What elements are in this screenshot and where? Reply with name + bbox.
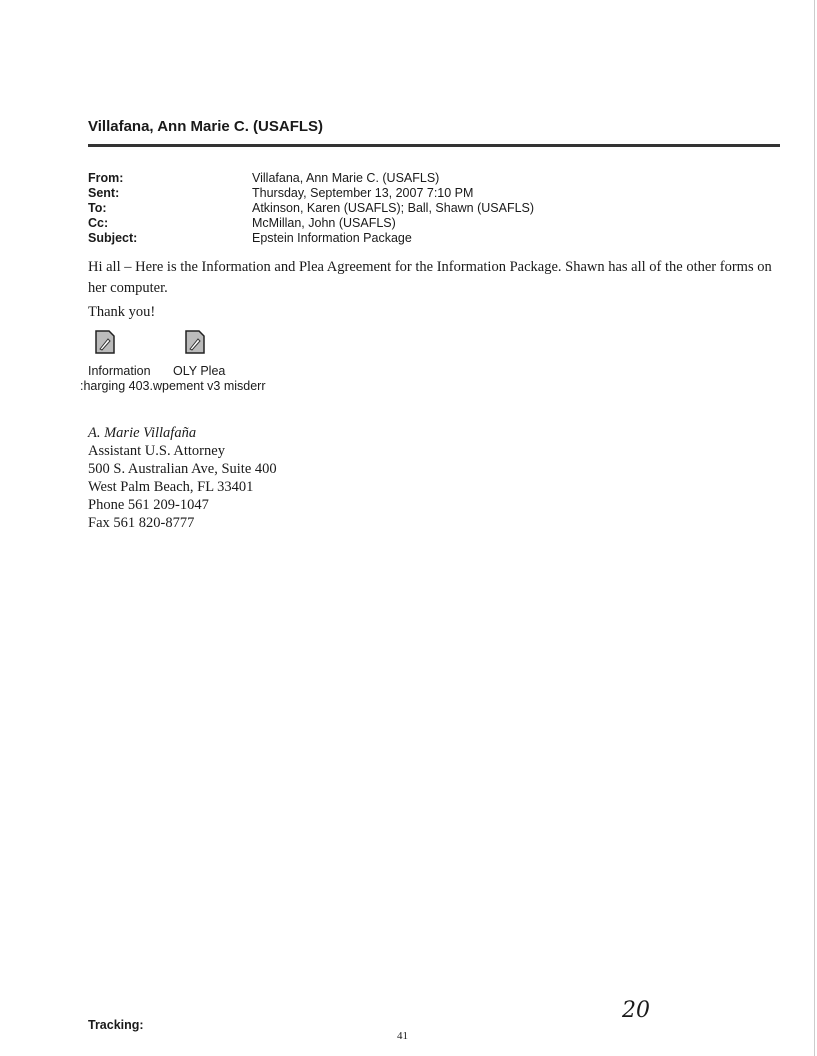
signature-phone: Phone 561 209-1047 [88,497,209,513]
attachment-label: Information [88,364,151,378]
scan-edge [814,0,815,1056]
document-page: Villafana, Ann Marie C. (USAFLS) From: Villafana, Ann Marie C. (USAFLS) Sent: Thursday, September 13, 2007 7:10 PM To: Atkinson, Karen (USAFLS); Ball, Shawn (USAFLS) Cc: McMillan, John (USAFLS) Subject: Epstein Information Package Hi all – Here is the Information and Plea Agreement for the Information Package. Shawn has all of the other forms on her computer. Thank you! Information OLY Plea :harging 403.wpement v3 misderr A. Marie Villafaña Assistant U.S. Attorney 500 S. Australian Ave, Suite 400 West Palm Beach, FL 33401 Phone 561 209-1047 Fax 561 820-8777 20 Tracking: 41 [0,0,817,1056]
page-number: 41 [397,1030,408,1042]
attachment-information[interactable] [60,330,150,359]
title-divider [88,144,780,147]
document-icon [95,330,115,354]
tracking-label: Tracking: [88,1018,144,1032]
handwritten-number: 20 [622,998,650,1023]
attachment-label: OLY Plea [173,364,226,378]
attachment-plea[interactable] [150,330,240,359]
signature-role: Assistant U.S. Attorney [88,443,225,459]
signature-address: 500 S. Australian Ave, Suite 400 [88,461,277,477]
signature-fax: Fax 561 820-8777 [88,515,195,531]
attachment-filename-line: :harging 403.wpement v3 misderr [80,379,266,393]
body-paragraph: Hi all – Here is the Information and Plea Agreement for the Information Package. Shawn has all of the other forms on her computer. [88,259,772,296]
email-owner-title: Villafana, Ann Marie C. (USAFLS) [88,118,324,135]
signature-city: West Palm Beach, FL 33401 [88,479,254,495]
signature-name: A. Marie Villafaña [88,425,197,441]
signature-block [88,424,277,532]
document-icon [185,330,205,354]
body-thanks: Thank you! [88,304,156,320]
